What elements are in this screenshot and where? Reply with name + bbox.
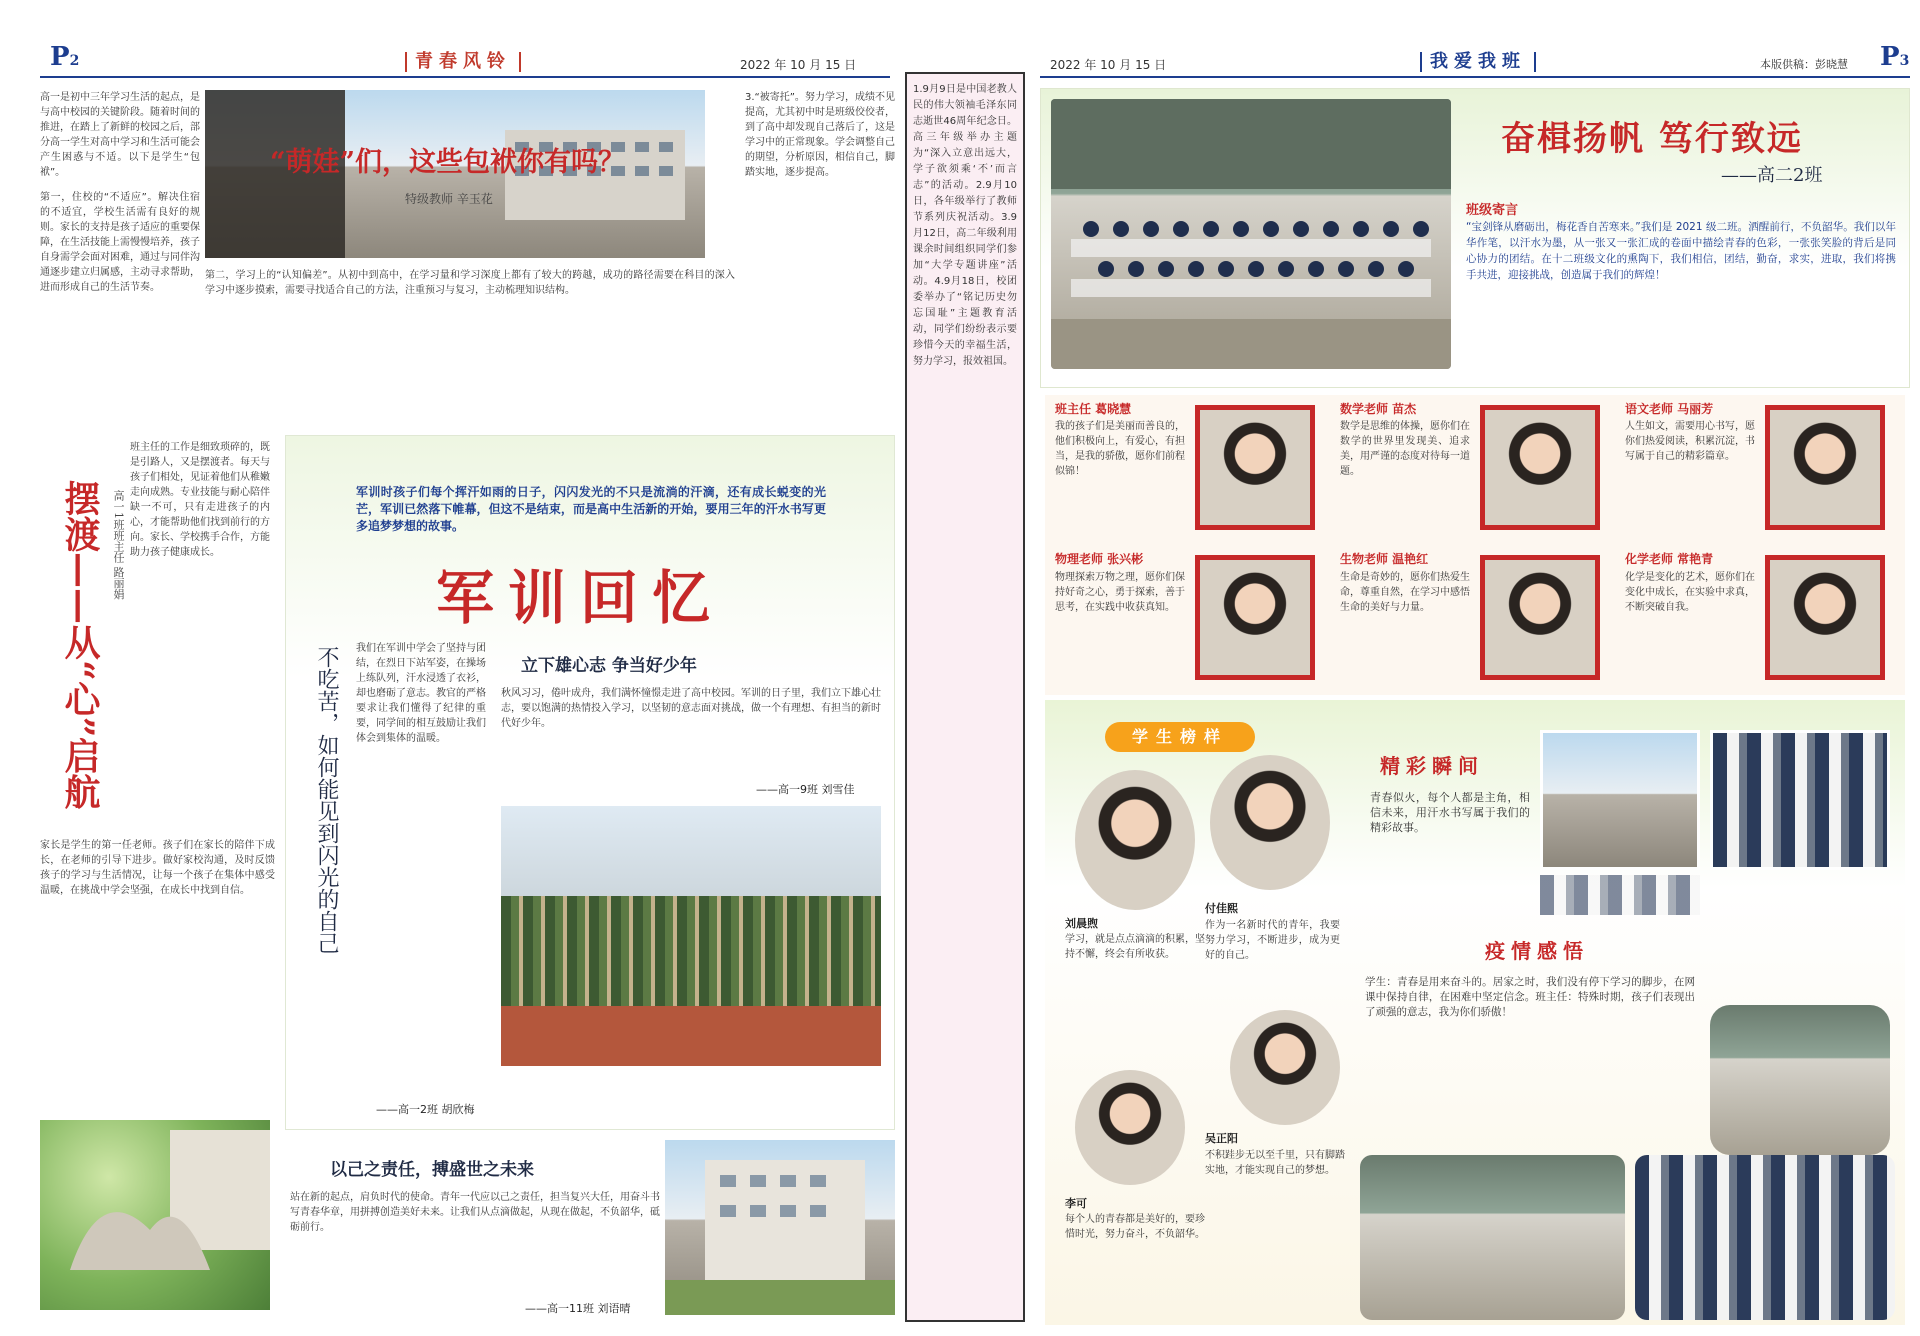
teacher-role: 数学老师 苗杰 xyxy=(1340,402,1417,416)
article-body: 3.“被寄托”。努力学习，成绩不见提高，尤其初中时是班级佼佼者，到了高中却发现自己落后了，这是学习中的正常现象。学会调整自己的期望，分析原因，相信自己，脚踏实地，逐步提高。 xyxy=(745,92,895,178)
teacher-photo xyxy=(1480,405,1600,530)
article-vertical-title: 摆渡——从“心”启航 xyxy=(59,480,101,810)
article-lead: 高一是初中三年学习生活的起点，是与高中校园的关键阶段。随着时间的推进，在踏上了新鲜的校园之后，部分高一学生对高中学习和生活可能会产生困惑与不适。以下是学生“包袱”。 xyxy=(40,92,200,178)
teacher-text: 生命是奇妙的，愿你们热爱生命，尊重自然，在学习中感悟生命的美好与力量。 xyxy=(1340,572,1470,613)
teacher-text: 化学是变化的艺术，愿你们在变化中成长，在实验中求真，不断突破自我。 xyxy=(1625,572,1755,613)
teacher-photo xyxy=(1480,555,1600,680)
student-text: 作为一名新时代的青年，我要努力学习，不断进步，成为更好的自己。 xyxy=(1205,920,1340,961)
student-photo xyxy=(1230,1010,1340,1125)
rock-illustration xyxy=(40,1120,270,1310)
military-training-photo xyxy=(501,806,881,1066)
page-header xyxy=(40,42,890,78)
article-body: 站在新的起点，肩负时代的使命。青年一代应以己之责任，担当复兴大任，用奋斗书写青春华章，用拼搏创造美好未来。让我们从点滴做起，从现在做起，不负韶华，砥砺前行。 xyxy=(290,1192,660,1233)
teacher-photo xyxy=(1195,405,1315,530)
student-photo xyxy=(1210,755,1330,890)
issue-date: 2022 年 10 月 15 日 xyxy=(740,58,857,72)
teacher-text: 我的孩子们是美丽而善良的，他们积极向上，有爱心，有担当，是我的骄傲，愿你们前程似锦！ xyxy=(1055,421,1185,477)
section-title: 我爱我班 xyxy=(1420,52,1536,72)
editor-credit: 本版供稿：彭晓慧 xyxy=(1760,58,1848,71)
student-name: 刘晨煦 xyxy=(1065,917,1098,930)
class-hero xyxy=(1040,88,1910,388)
teacher-role: 生物老师 温艳红 xyxy=(1340,552,1429,566)
feature-sign: ——高一2班 胡欣梅 xyxy=(376,1103,475,1116)
hero-title: 奋楫扬帆 笃行致远 xyxy=(1501,119,1803,159)
campus-photo xyxy=(665,1140,895,1315)
students-banner xyxy=(1105,722,1255,752)
class-group-photo xyxy=(1051,99,1451,369)
moments-text: 青春似火，每个人都是主角，相信未来，用汗水书写属于我们的精彩故事。 xyxy=(1370,791,1530,834)
students-illustration xyxy=(1051,99,1451,369)
article-body: 第二，学习上的“认知偏差”。从初中到高中，在学习量和学习深度上都有了较大的跨越，成功的路径需要在科目的深入学习中逐步摸索，需要寻找适合自己的方法，注重预习与复习，主动梳理知识结构。 xyxy=(205,270,735,296)
feature-quote: 军训时孩子们每个挥汗如雨的日子，闪闪发光的不只是流淌的汗滴，还有成长蜕变的光芒，军训已然落下帷幕，但这不是结束，而是高中生活新的开始，要用三年的汗水书写更多追梦梦想的故事。 xyxy=(356,485,826,533)
sub-article-body: 秋风习习，倦叶成舟，我们满怀憧憬走进了高中校园。军训的日子里，我们立下雄心壮志，要以饱满的热情投入学习，以坚韧的意志面对挑战，做一个有理想、有担当的新时代好少年。 xyxy=(501,688,881,729)
news-brief-box xyxy=(905,72,1025,1322)
article-sign: ——高一11班 刘语晴 xyxy=(525,1302,631,1315)
student-text: 学习，就是点点滴滴的积累，坚持不懈，终会有所收获。 xyxy=(1065,934,1205,960)
feature-vertical-title: 不吃苦，如何能见到闪光的自己 xyxy=(314,646,339,954)
teacher-photo xyxy=(1765,555,1885,680)
teacher-role: 班主任 葛晓慧 xyxy=(1055,402,1132,416)
news-brief-column xyxy=(905,0,1030,1336)
student-photo xyxy=(1075,1070,1185,1185)
page-number: P3 xyxy=(1880,42,1910,72)
teacher-role: 物理老师 张兴彬 xyxy=(1055,552,1144,566)
article-title: “萌娃”们，这些包袱你有吗？ xyxy=(270,147,626,178)
feature-body: 我们在军训中学会了坚持与团结，在烈日下站军姿，在操场上练队列，汗水浸透了衣衫，却也磨砺了意志。教官的严格要求让我们懂得了纪律的重要，同学间的相互鼓励让我们体会到集体的温暖。 xyxy=(356,643,486,744)
moments-photo xyxy=(1540,875,1700,915)
student-text: 每个人的青春都是美好的，要珍惜时光，努力奋斗，不负韶华。 xyxy=(1065,1214,1205,1240)
teacher-text: 物理探索万物之理，愿你们保持好奇之心，勇于探索，善于思考，在实践中收获真知。 xyxy=(1055,572,1185,613)
lower-section xyxy=(1045,700,1905,1325)
article-body: 第一，住校的“不适应”。解决住宿的不适宜，学校生活需有良好的规则。家长的支持是孩子适应的重要保障，在生活技能上需慢慢培养，孩子自身需学会面对困难，通过与同伴沟通逐步建立归属感，主动寻求帮助，进而形成自己的生活节奏。 xyxy=(40,192,200,293)
courtyard-photo xyxy=(40,1120,270,1310)
motto-label: 班级寄言 xyxy=(1466,203,1519,218)
news-brief-text: 1.9月9日是中国老教人民的伟大领袖毛泽东同志逝世46周年纪念日。高三年级举办主题为“深入立意出远大，学子欲须乘‘不’而言志”的活动。2.9月10日，各年级举行了教师节系列庆祝活动。3.9月12日，高二年级利用课余时间组织同学们参加“大学专题讲座”活动。4.9月18日，校团委举办了“铭记历史勿忘国耻”主题教育活动，同学们纷纷表示要珍惜今天的幸福生活，努力学习，报效祖国。 xyxy=(913,84,1017,367)
issue-date: 2022 年 10 月 15 日 xyxy=(1050,58,1167,72)
campus-building xyxy=(665,1140,895,1315)
article-byline: 高一1班班主任 路丽娟 xyxy=(112,490,125,600)
page-p3 xyxy=(1030,0,1920,1336)
epidemic-title: 疫情感悟 xyxy=(1485,939,1589,963)
teacher-grid xyxy=(1045,395,1905,695)
article-banner-photo xyxy=(205,90,705,258)
student-name: 吴正阳 xyxy=(1205,1132,1238,1145)
page-number: P2 xyxy=(50,42,80,72)
sub-article-title: 立下雄心志 争当好少年 xyxy=(521,656,697,676)
classroom-photo xyxy=(1710,1005,1890,1155)
teacher-role: 语文老师 马丽芳 xyxy=(1625,402,1714,416)
teacher-photo xyxy=(1195,555,1315,680)
moments-photo xyxy=(1540,730,1700,870)
epidemic-text: 学生：青春是用来奋斗的。居家之时，我们没有停下学习的脚步，在网课中保持自律，在困难中坚定信念。班主任：特殊时期，孩子们表现出了顽强的意志，我为你们骄傲！ xyxy=(1365,976,1695,1018)
classroom-photo xyxy=(1635,1155,1895,1320)
teacher-text: 人生如文，需要用心书写，愿你们热爱阅读，积累沉淀，书写属于自己的精彩篇章。 xyxy=(1625,421,1755,462)
page-header xyxy=(1040,42,1910,78)
sub-article-sign: ——高一9班 刘雪佳 xyxy=(756,783,855,796)
student-name: 李可 xyxy=(1065,1197,1087,1210)
student-photo xyxy=(1075,770,1195,910)
classroom-photo xyxy=(1360,1155,1625,1320)
student-name: 付佳熙 xyxy=(1205,902,1238,915)
students-title: 学生榜样 xyxy=(1131,727,1228,746)
teacher-role: 化学老师 常艳青 xyxy=(1625,552,1714,566)
feature-title: 军训回忆 xyxy=(436,564,725,632)
teacher-photo xyxy=(1765,405,1885,530)
moments-title: 精彩瞬间 xyxy=(1380,754,1484,778)
class-motto: “宝剑锋从磨砺出，梅花香自苦寒来。”我们是 2021 级二班。洒醒前行，不负韶华。我们以年华作笔，以汗水为墨，从一张又一张汇成的卷面中描绘青春的色彩，一张张笑脸的背后是同心协力的团结。在十二班级文化的熏陶下，我们相信，团结，勤奋，求实，进取，我们将携手共进，迎接挑战，创造属于我们的辉煌！ xyxy=(1466,221,1896,281)
article-title: 以己之责任，搏盛世之未来 xyxy=(330,1160,534,1180)
page-p2 xyxy=(0,0,905,1336)
moments-photo xyxy=(1710,730,1890,870)
section-title: 青春风铃 xyxy=(405,52,521,72)
student-text: 不积跬步无以至千里，只有脚踏实地，才能实现自己的梦想。 xyxy=(1205,1150,1345,1176)
military-feature xyxy=(285,435,895,1130)
article-body: 家长是学生的第一任老师。孩子们在家长的陪伴下成长，在老师的引导下进步。做好家校沟通，及时反馈孩子的学习与生活情况，让每一个孩子在集体中感受温暖，在挑战中学会坚强，在成长中找到自信。 xyxy=(40,840,275,896)
article-body: 班主任的工作是细致琐碎的，既是引路人，又是摆渡者。每天与孩子们相处，见证着他们从稚嫩走向成熟。专业技能与耐心陪伴缺一不可，只有走进孩子的内心，才能帮助他们找到前行的方向。家长、学校携手合作，方能助力孩子健康成长。 xyxy=(130,442,270,558)
article-byline: 特级教师 辛玉花 xyxy=(405,192,493,206)
hero-subtitle: ——高二2班 xyxy=(1721,165,1823,186)
teacher-text: 数学是思维的体操，愿你们在数学的世界里发现美、追求美，用严谨的态度对待每一道题。 xyxy=(1340,421,1470,477)
